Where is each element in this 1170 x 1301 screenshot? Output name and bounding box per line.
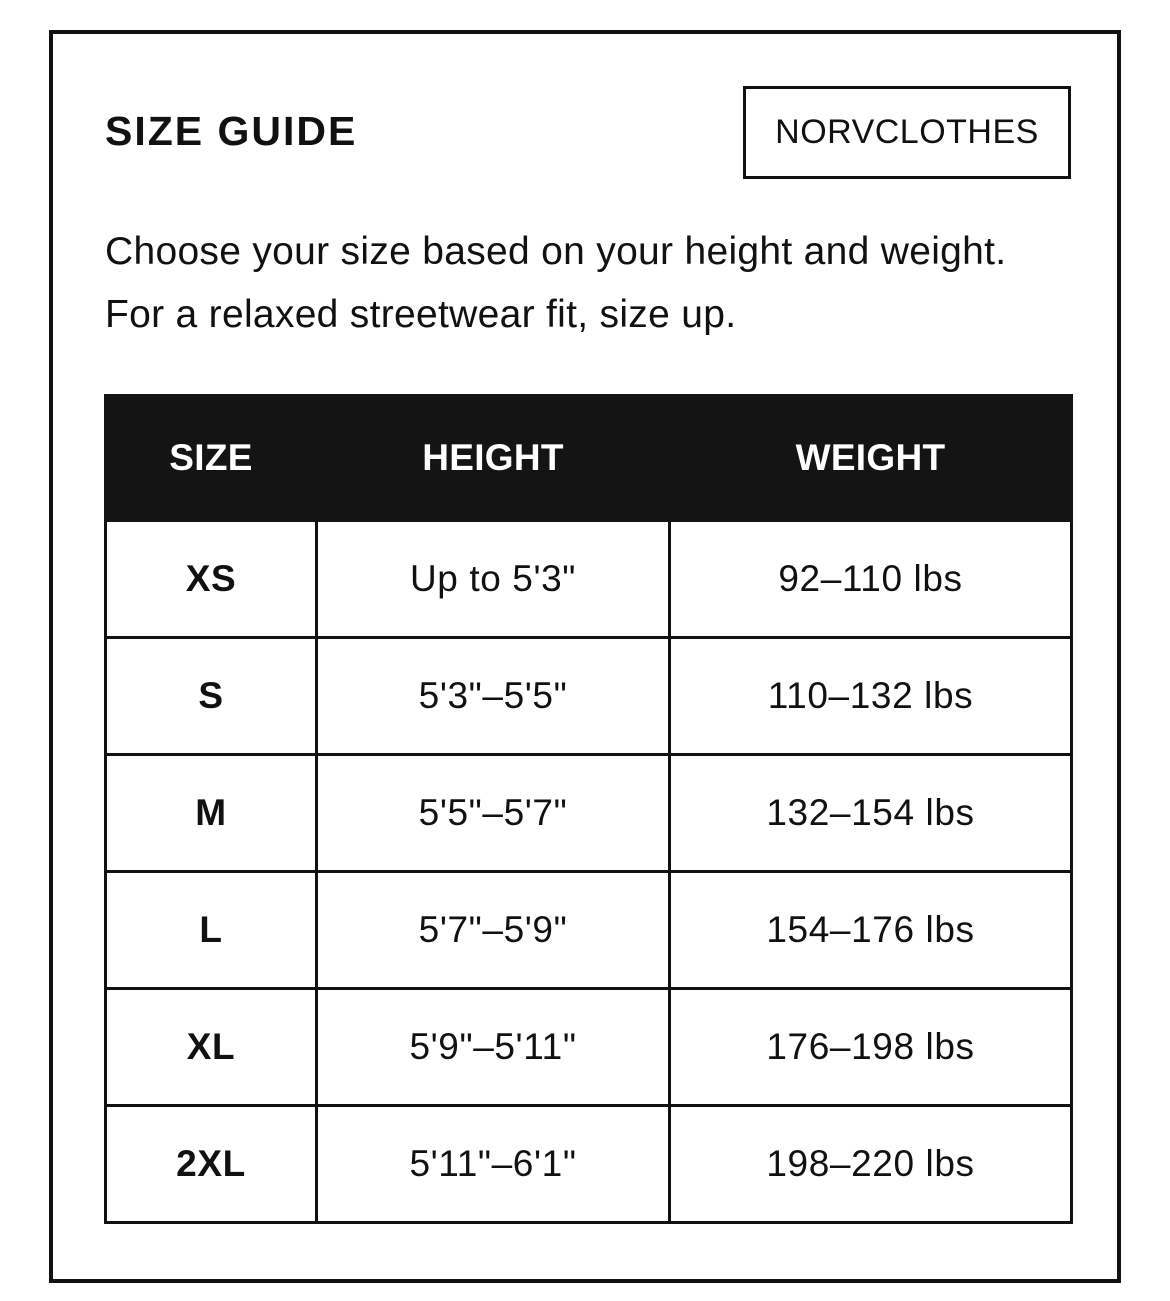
size-guide-description: Choose your size based on your height and weight. For a relaxed streetwear fit, size up. [105, 230, 1007, 336]
table-row [106, 638, 1072, 755]
table-row [106, 1106, 1072, 1223]
weight-cell: 176–198 lbs [670, 989, 1072, 1106]
weight-cell: 92–110 lbs [670, 521, 1072, 638]
height-cell: 5'7"–5'9" [317, 872, 670, 989]
table-row [106, 755, 1072, 872]
size-cell: M [106, 755, 317, 872]
table-row [106, 872, 1072, 989]
height-cell: 5'5"–5'7" [317, 755, 670, 872]
weight-cell: 198–220 lbs [670, 1106, 1072, 1223]
size-guide-card [49, 30, 1121, 1283]
size-cell: 2XL [106, 1106, 317, 1223]
size-table [104, 394, 1073, 1224]
size-cell: S [106, 638, 317, 755]
height-cell: Up to 5'3" [317, 521, 670, 638]
column-header-weight: WEIGHT [670, 396, 1072, 521]
height-cell: 5'9"–5'11" [317, 989, 670, 1106]
weight-cell: 132–154 lbs [670, 755, 1072, 872]
size-cell: XS [106, 521, 317, 638]
column-header-size: SIZE [106, 396, 317, 521]
table-row [106, 989, 1072, 1106]
table-body [106, 521, 1072, 1223]
table-header-row [106, 396, 1072, 521]
size-cell: L [106, 872, 317, 989]
height-cell: 5'3"–5'5" [317, 638, 670, 755]
brand-label: NORVCLOTHES [743, 86, 1071, 179]
weight-cell: 154–176 lbs [670, 872, 1072, 989]
page-title: SIZE GUIDE [105, 108, 358, 154]
column-header-height: HEIGHT [317, 396, 670, 521]
height-cell: 5'11"–6'1" [317, 1106, 670, 1223]
table-row [106, 521, 1072, 638]
weight-cell: 110–132 lbs [670, 638, 1072, 755]
table-header [106, 396, 1072, 521]
size-cell: XL [106, 989, 317, 1106]
